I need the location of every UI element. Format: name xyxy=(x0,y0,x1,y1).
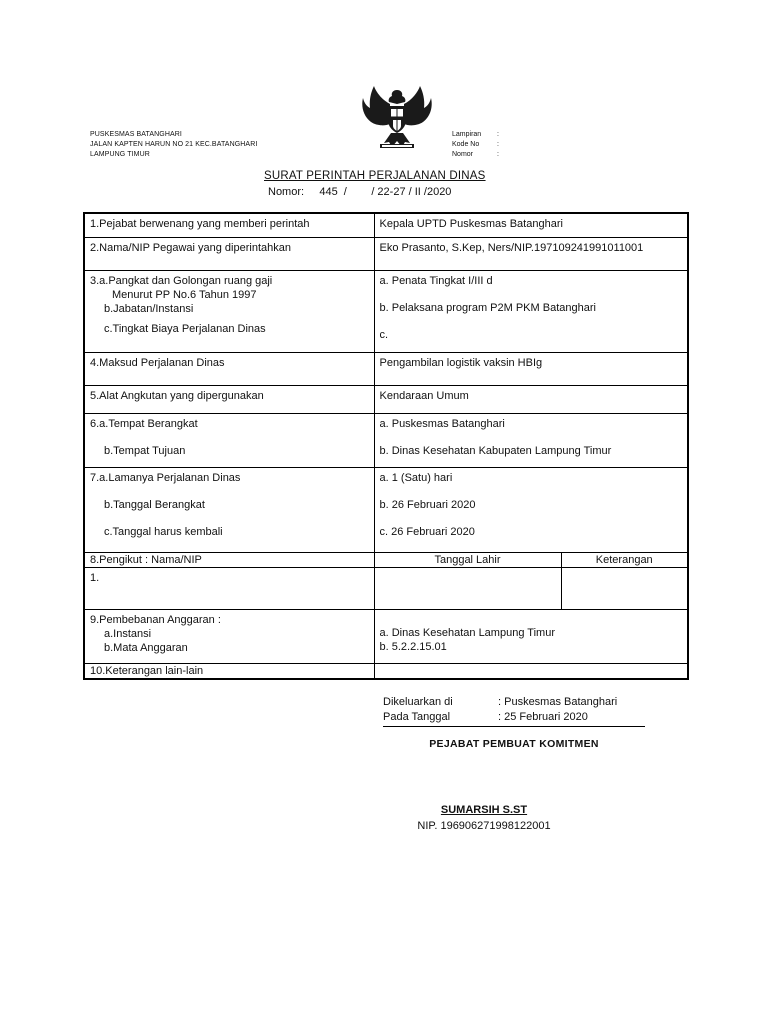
row8-label: 8.Pengikut : Nama/NIP xyxy=(84,552,374,567)
row2-value: Eko Prasanto, S.Kep, Ners/NIP.197109241991011001 xyxy=(374,237,688,270)
table-row xyxy=(84,552,688,567)
issued-date-value: : 25 Februari 2020 xyxy=(498,711,588,723)
row6-value-b: b. Dinas Kesehatan Kabupaten Lampung Timur xyxy=(379,444,612,457)
reference-block xyxy=(452,130,503,160)
row7-label-b: b.Tanggal Berangkat xyxy=(104,498,205,511)
table-row xyxy=(84,385,688,413)
row9-value-b: b. 5.2.2.15.01 xyxy=(379,640,447,653)
row1-label: 1.Pejabat berwenang yang memberi perintah xyxy=(84,213,374,237)
table-row xyxy=(84,352,688,385)
row8-col-tanggal-lahir: Tanggal Lahir xyxy=(374,552,561,567)
row9-value-a: a. Dinas Kesehatan Lampung Timur xyxy=(379,626,555,639)
institution-address: JALAN KAPTEN HARUN NO 21 KEC.BATANGHARI xyxy=(90,141,258,148)
issued-at-value: : Puskesmas Batanghari xyxy=(498,696,618,708)
lampiran-label: Lampiran xyxy=(452,131,482,138)
issued-date-label: Pada Tanggal xyxy=(383,711,451,723)
document-title: SURAT PERINTAH PERJALANAN DINAS xyxy=(264,170,486,182)
issued-at-label: Dikeluarkan di xyxy=(383,696,453,708)
row2-label: 2.Nama/NIP Pegawai yang diperintahkan xyxy=(84,237,374,270)
lampiran-colon: : xyxy=(497,131,499,138)
travel-order-table xyxy=(83,212,689,680)
nomor-colon: : xyxy=(497,151,499,158)
row7-value-b: b. 26 Februari 2020 xyxy=(379,498,476,511)
divider xyxy=(383,726,645,727)
kode-label: Kode No xyxy=(452,141,480,148)
row10-value xyxy=(374,663,688,679)
row7-label-a: 7.a.Lamanya Perjalanan Dinas xyxy=(90,471,241,484)
institution-name: PUSKESMAS BATANGHARI xyxy=(90,131,182,138)
row8-item-1-keterangan xyxy=(561,567,688,609)
table-row xyxy=(84,663,688,679)
signer-name: SUMARSIH S.ST xyxy=(440,804,528,816)
garuda-emblem-icon xyxy=(360,84,434,152)
table-row xyxy=(84,567,688,609)
row3-label-c: c.Tingkat Biaya Perjalanan Dinas xyxy=(104,322,266,335)
table-row xyxy=(84,467,688,552)
table-row xyxy=(84,270,688,352)
row7-value-a: a. 1 (Satu) hari xyxy=(379,471,453,484)
row6-label-b: b.Tempat Tujuan xyxy=(104,444,186,457)
nomor-label: Nomor xyxy=(452,151,474,158)
row9-label-b: b.Mata Anggaran xyxy=(104,641,188,654)
institution-header xyxy=(90,130,257,160)
table-row xyxy=(84,413,688,467)
row10-label: 10.Keterangan lain-lain xyxy=(84,663,374,679)
official-title: PEJABAT PEMBUAT KOMITMEN xyxy=(429,738,599,750)
row4-value: Pengambilan logistik vaksin HBIg xyxy=(374,352,688,385)
row3-label-b: b.Jabatan/Instansi xyxy=(104,302,194,315)
row3-label-a: 3.a.Pangkat dan Golongan ruang gaji xyxy=(90,274,273,287)
row3-label-a2: Menurut PP No.6 Tahun 1997 xyxy=(112,288,257,301)
issuance-block xyxy=(383,695,617,725)
row1-value: Kepala UPTD Puskesmas Batanghari xyxy=(374,213,688,237)
table-row xyxy=(84,213,688,237)
row7-label-c: c.Tanggal harus kembali xyxy=(104,525,223,538)
kode-colon: : xyxy=(497,141,499,148)
institution-region: LAMPUNG TIMUR xyxy=(90,151,150,158)
row3-value-a: a. Penata Tingkat I/III d xyxy=(379,274,493,287)
row8-item-1: 1. xyxy=(84,567,374,609)
row7-value-c: c. 26 Februari 2020 xyxy=(379,525,475,538)
row5-value: Kendaraan Umum xyxy=(374,385,688,413)
table-row xyxy=(84,609,688,663)
row9-label: 9.Pembebanan Anggaran : xyxy=(90,613,221,626)
row5-label: 5.Alat Angkutan yang dipergunakan xyxy=(84,385,374,413)
row3-value-c: c. xyxy=(379,328,389,341)
row4-label: 4.Maksud Perjalanan Dinas xyxy=(84,352,374,385)
row6-label-a: 6.a.Tempat Berangkat xyxy=(90,417,198,430)
row8-item-1-tanggal xyxy=(374,567,561,609)
document-number: Nomor: 445 / / 22-27 / II /2020 xyxy=(268,186,452,198)
row9-label-a: a.Instansi xyxy=(104,627,152,640)
row8-col-keterangan: Keterangan xyxy=(561,552,688,567)
table-row xyxy=(84,237,688,270)
signer-nip: NIP. 196906271998122001 xyxy=(417,820,551,832)
row6-value-a: a. Puskesmas Batanghari xyxy=(379,417,505,430)
row3-value-b: b. Pelaksana program P2M PKM Batanghari xyxy=(379,301,596,314)
